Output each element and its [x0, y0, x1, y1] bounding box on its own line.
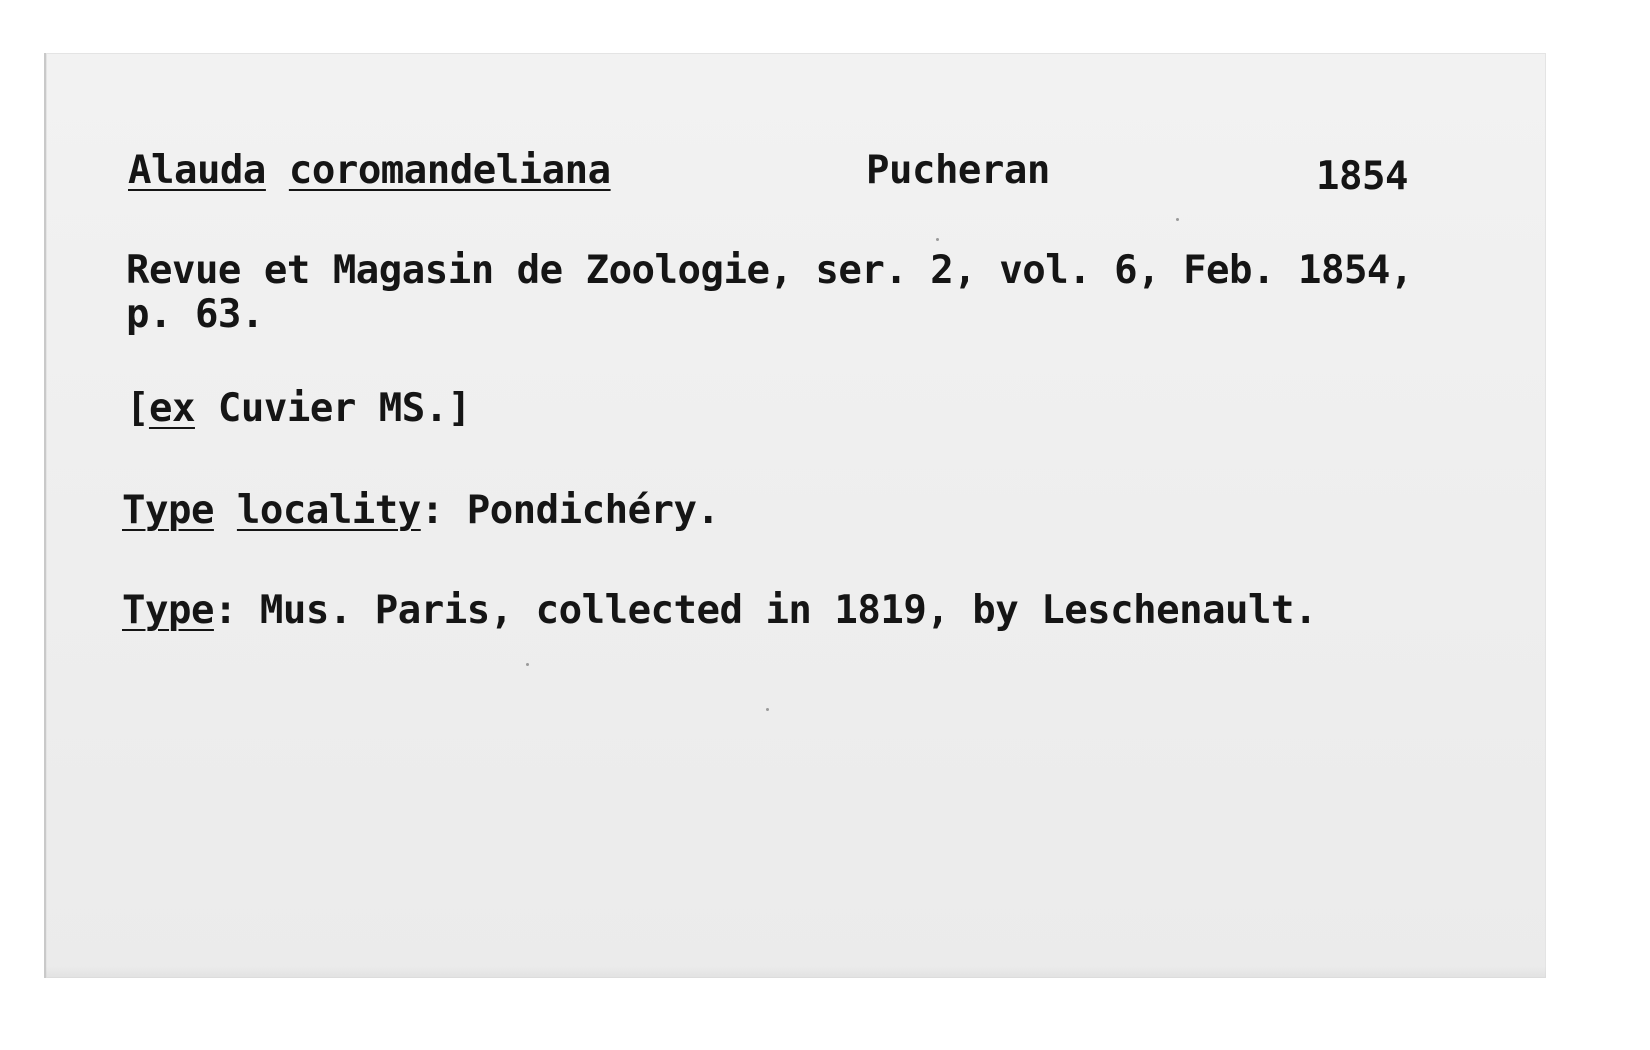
species-name: coromandeliana	[288, 148, 611, 193]
reference-line-2: p. 63.	[126, 292, 264, 337]
paper-speck	[1176, 218, 1179, 221]
ex-rest: Cuvier MS.]	[194, 386, 471, 431]
ex-open-bracket: [	[126, 386, 149, 431]
paper-speck	[936, 238, 939, 241]
type-locality-label-2: locality	[236, 488, 421, 533]
scientific-name	[128, 149, 611, 193]
paper-speck	[766, 708, 769, 711]
type-locality-sep: :	[420, 488, 467, 533]
year: 1854	[1316, 154, 1408, 199]
type-sep: :	[213, 588, 260, 633]
ex-note	[126, 387, 471, 431]
type-locality-line	[122, 489, 720, 533]
author-name: Pucheran	[866, 148, 1050, 193]
type-value: Mus. Paris, collected in 1819, by Leschenault.	[259, 588, 1317, 633]
type-locality-value: Pondichéry.	[466, 488, 720, 533]
type-locality-label-1: Type	[122, 488, 214, 533]
type-line	[122, 589, 1317, 633]
genus-name: Alauda	[128, 148, 266, 193]
index-card	[44, 53, 1546, 978]
paper-speck	[526, 663, 529, 666]
reference-line-1: Revue et Magasin de Zoologie, ser. 2, vol. 6, Feb. 1854,	[126, 248, 1413, 293]
ex-word: ex	[148, 386, 195, 431]
type-label: Type	[122, 588, 214, 633]
